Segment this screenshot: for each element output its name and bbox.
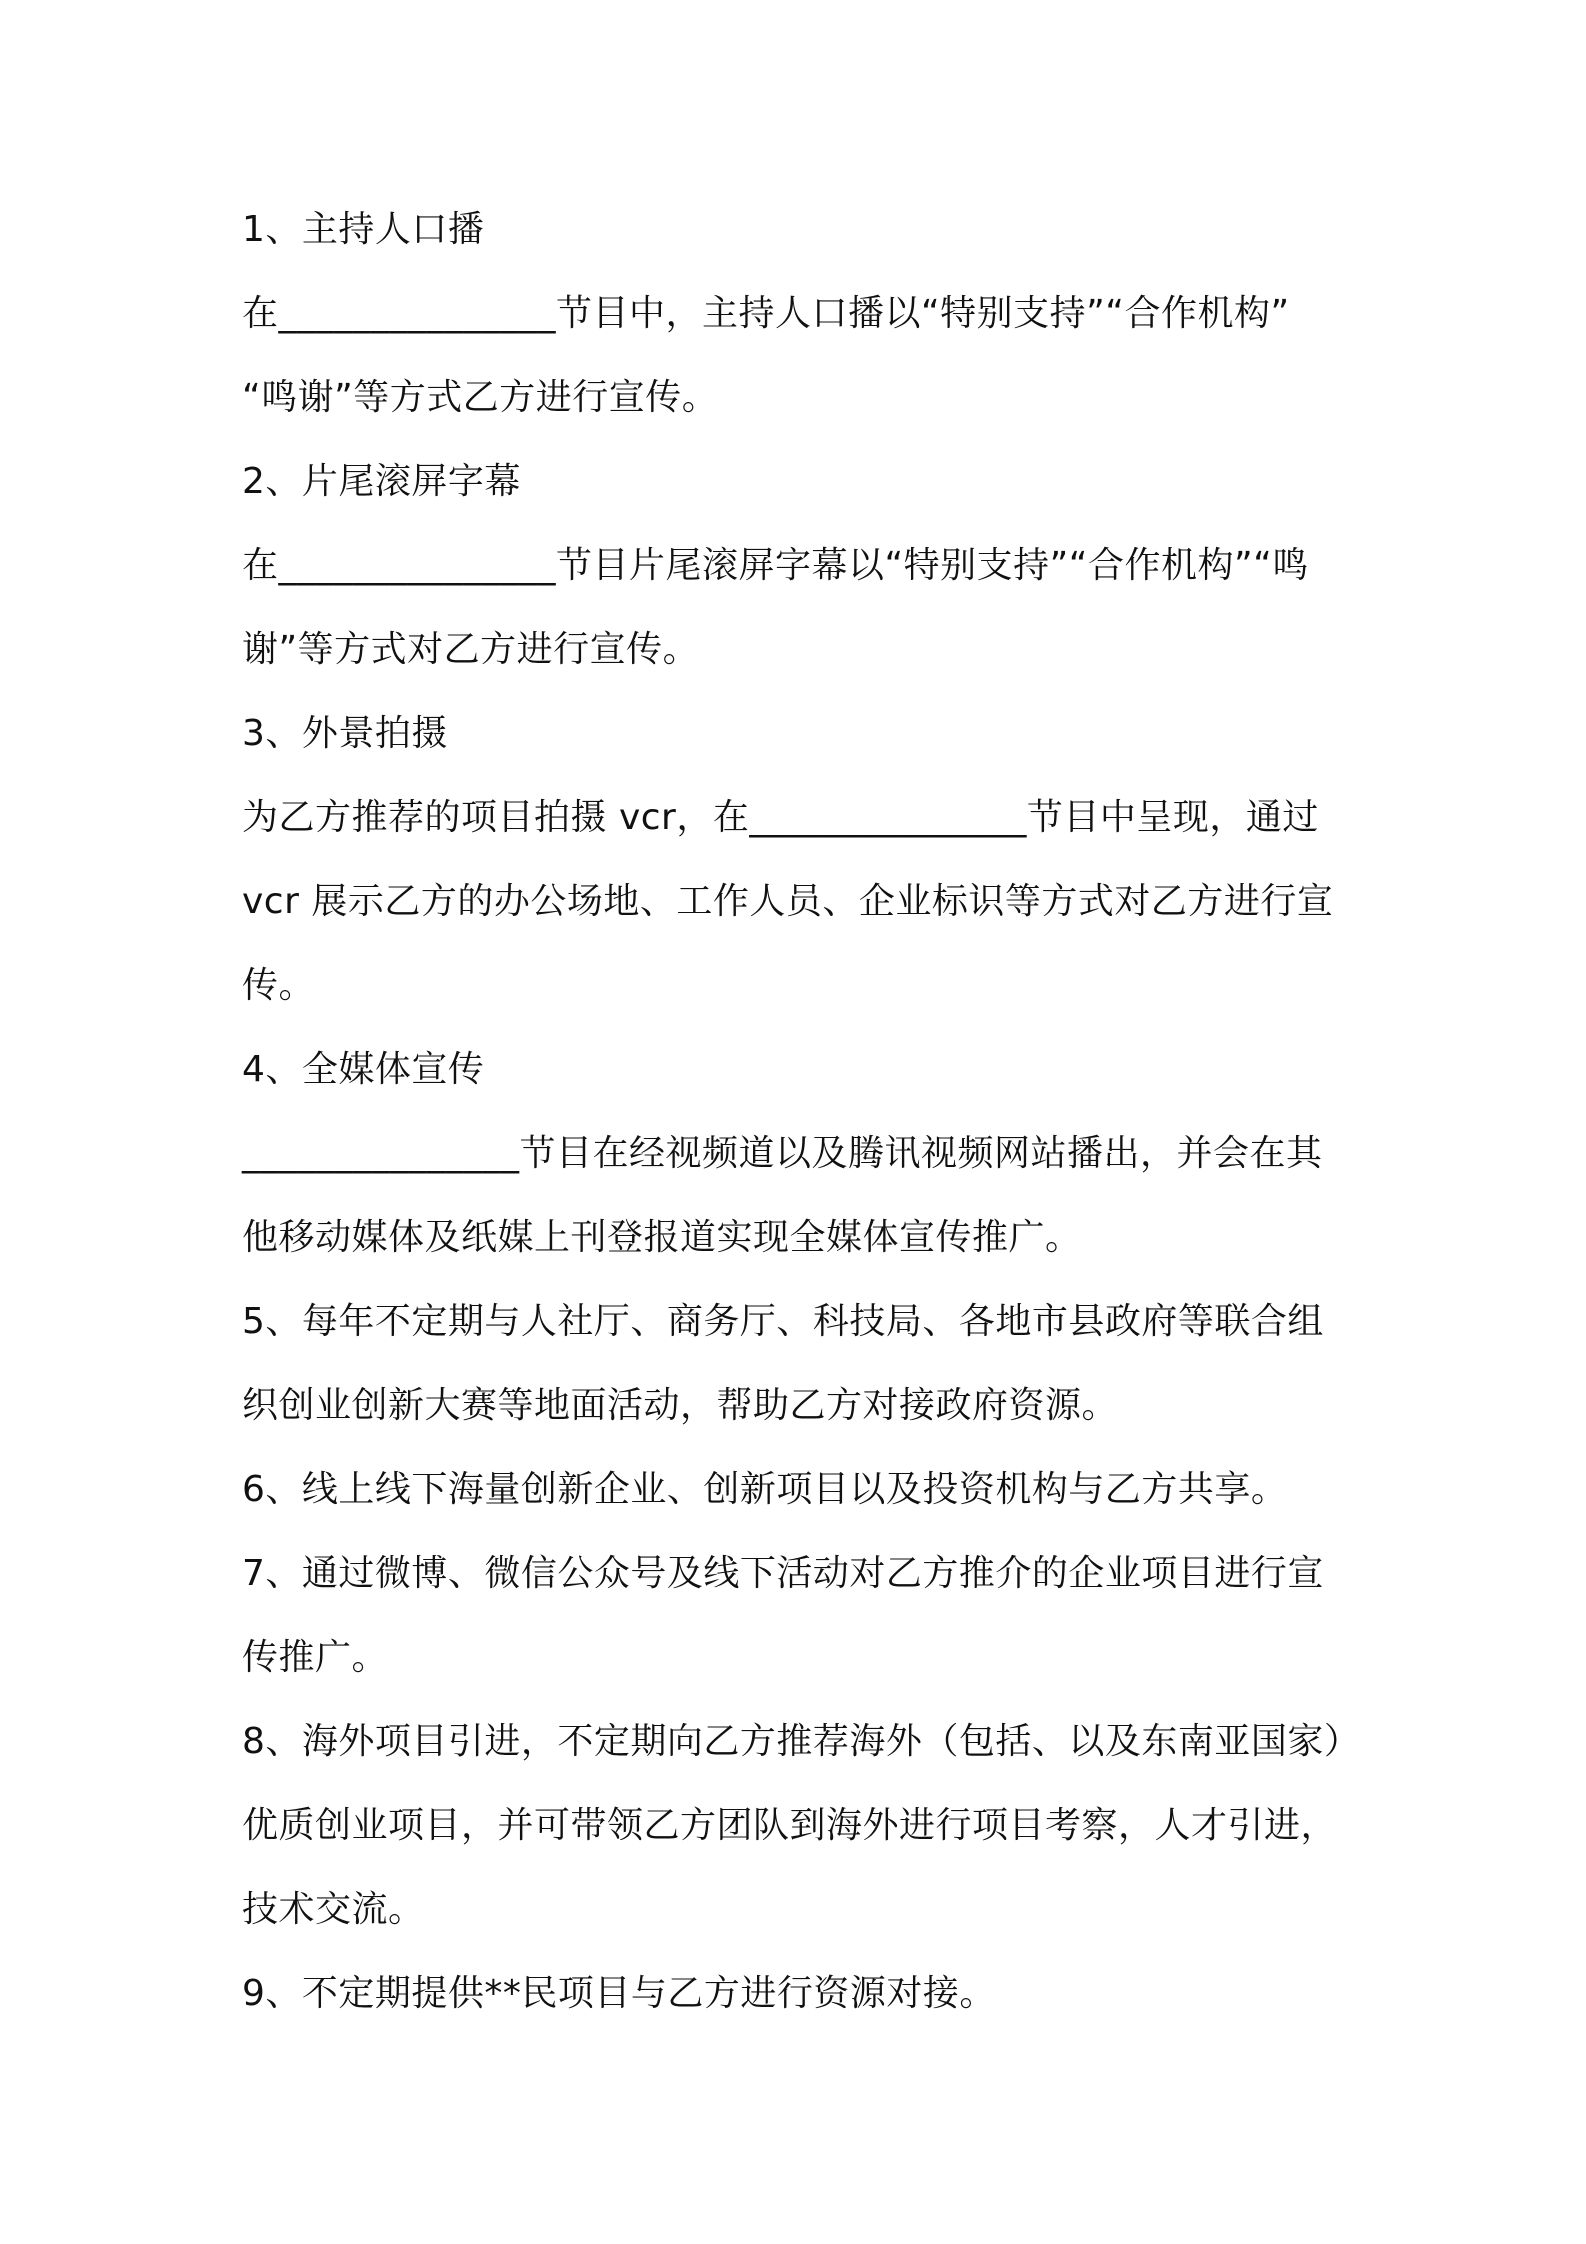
paragraph-line: 谢”等方式对乙方进行宣传。	[242, 629, 700, 670]
item-8-line: 技术交流。	[242, 1889, 425, 1930]
item-8-line: 8、海外项目引进，不定期向乙方推荐海外（包括、以及东南亚国家）	[242, 1721, 1361, 1762]
paragraph-line: _______________节目在经视频道以及腾讯视频网站播出，并会在其	[242, 1133, 1323, 1174]
item-5-line: 织创业创新大赛等地面活动，帮助乙方对接政府资源。	[242, 1385, 1119, 1426]
paragraph-line: 在_______________节目片尾滚屏字幕以“特别支持”“合作机构”“鸣	[242, 545, 1309, 586]
heading-4: 4、全媒体宣传	[242, 1049, 485, 1090]
heading-2: 2、片尾滚屏字幕	[242, 461, 521, 502]
paragraph-line: 他移动媒体及纸媒上刊登报道实现全媒体宣传推广。	[242, 1217, 1082, 1258]
paragraph-line: 传。	[242, 965, 316, 1006]
item-7-line: 7、通过微博、微信公众号及线下活动对乙方推介的企业项目进行宣	[242, 1553, 1324, 1594]
paragraph-line: 在_______________节目中，主持人口播以“特别支持”“合作机构”	[242, 293, 1290, 334]
paragraph-line: vcr 展示乙方的办公场地、工作人员、企业标识等方式对乙方进行宣	[242, 881, 1334, 922]
item-7-line: 传推广。	[242, 1637, 389, 1678]
item-6-line: 6、线上线下海量创新企业、创新项目以及投资机构与乙方共享。	[242, 1469, 1288, 1510]
item-5-line: 5、每年不定期与人社厅、商务厅、科技局、各地市县政府等联合组	[242, 1301, 1324, 1342]
heading-1: 1、主持人口播	[242, 209, 485, 250]
item-9-line: 9、不定期提供**民项目与乙方进行资源对接。	[242, 1973, 996, 2014]
paragraph-line: 为乙方推荐的项目拍摄 vcr，在_______________节目中呈现，通过	[242, 797, 1319, 838]
paragraph-line: “鸣谢”等方式乙方进行宣传。	[242, 377, 719, 418]
heading-3: 3、外景拍摄	[242, 713, 448, 754]
item-8-line: 优质创业项目，并可带领乙方团队到海外进行项目考察，人才引进，	[242, 1805, 1338, 1846]
